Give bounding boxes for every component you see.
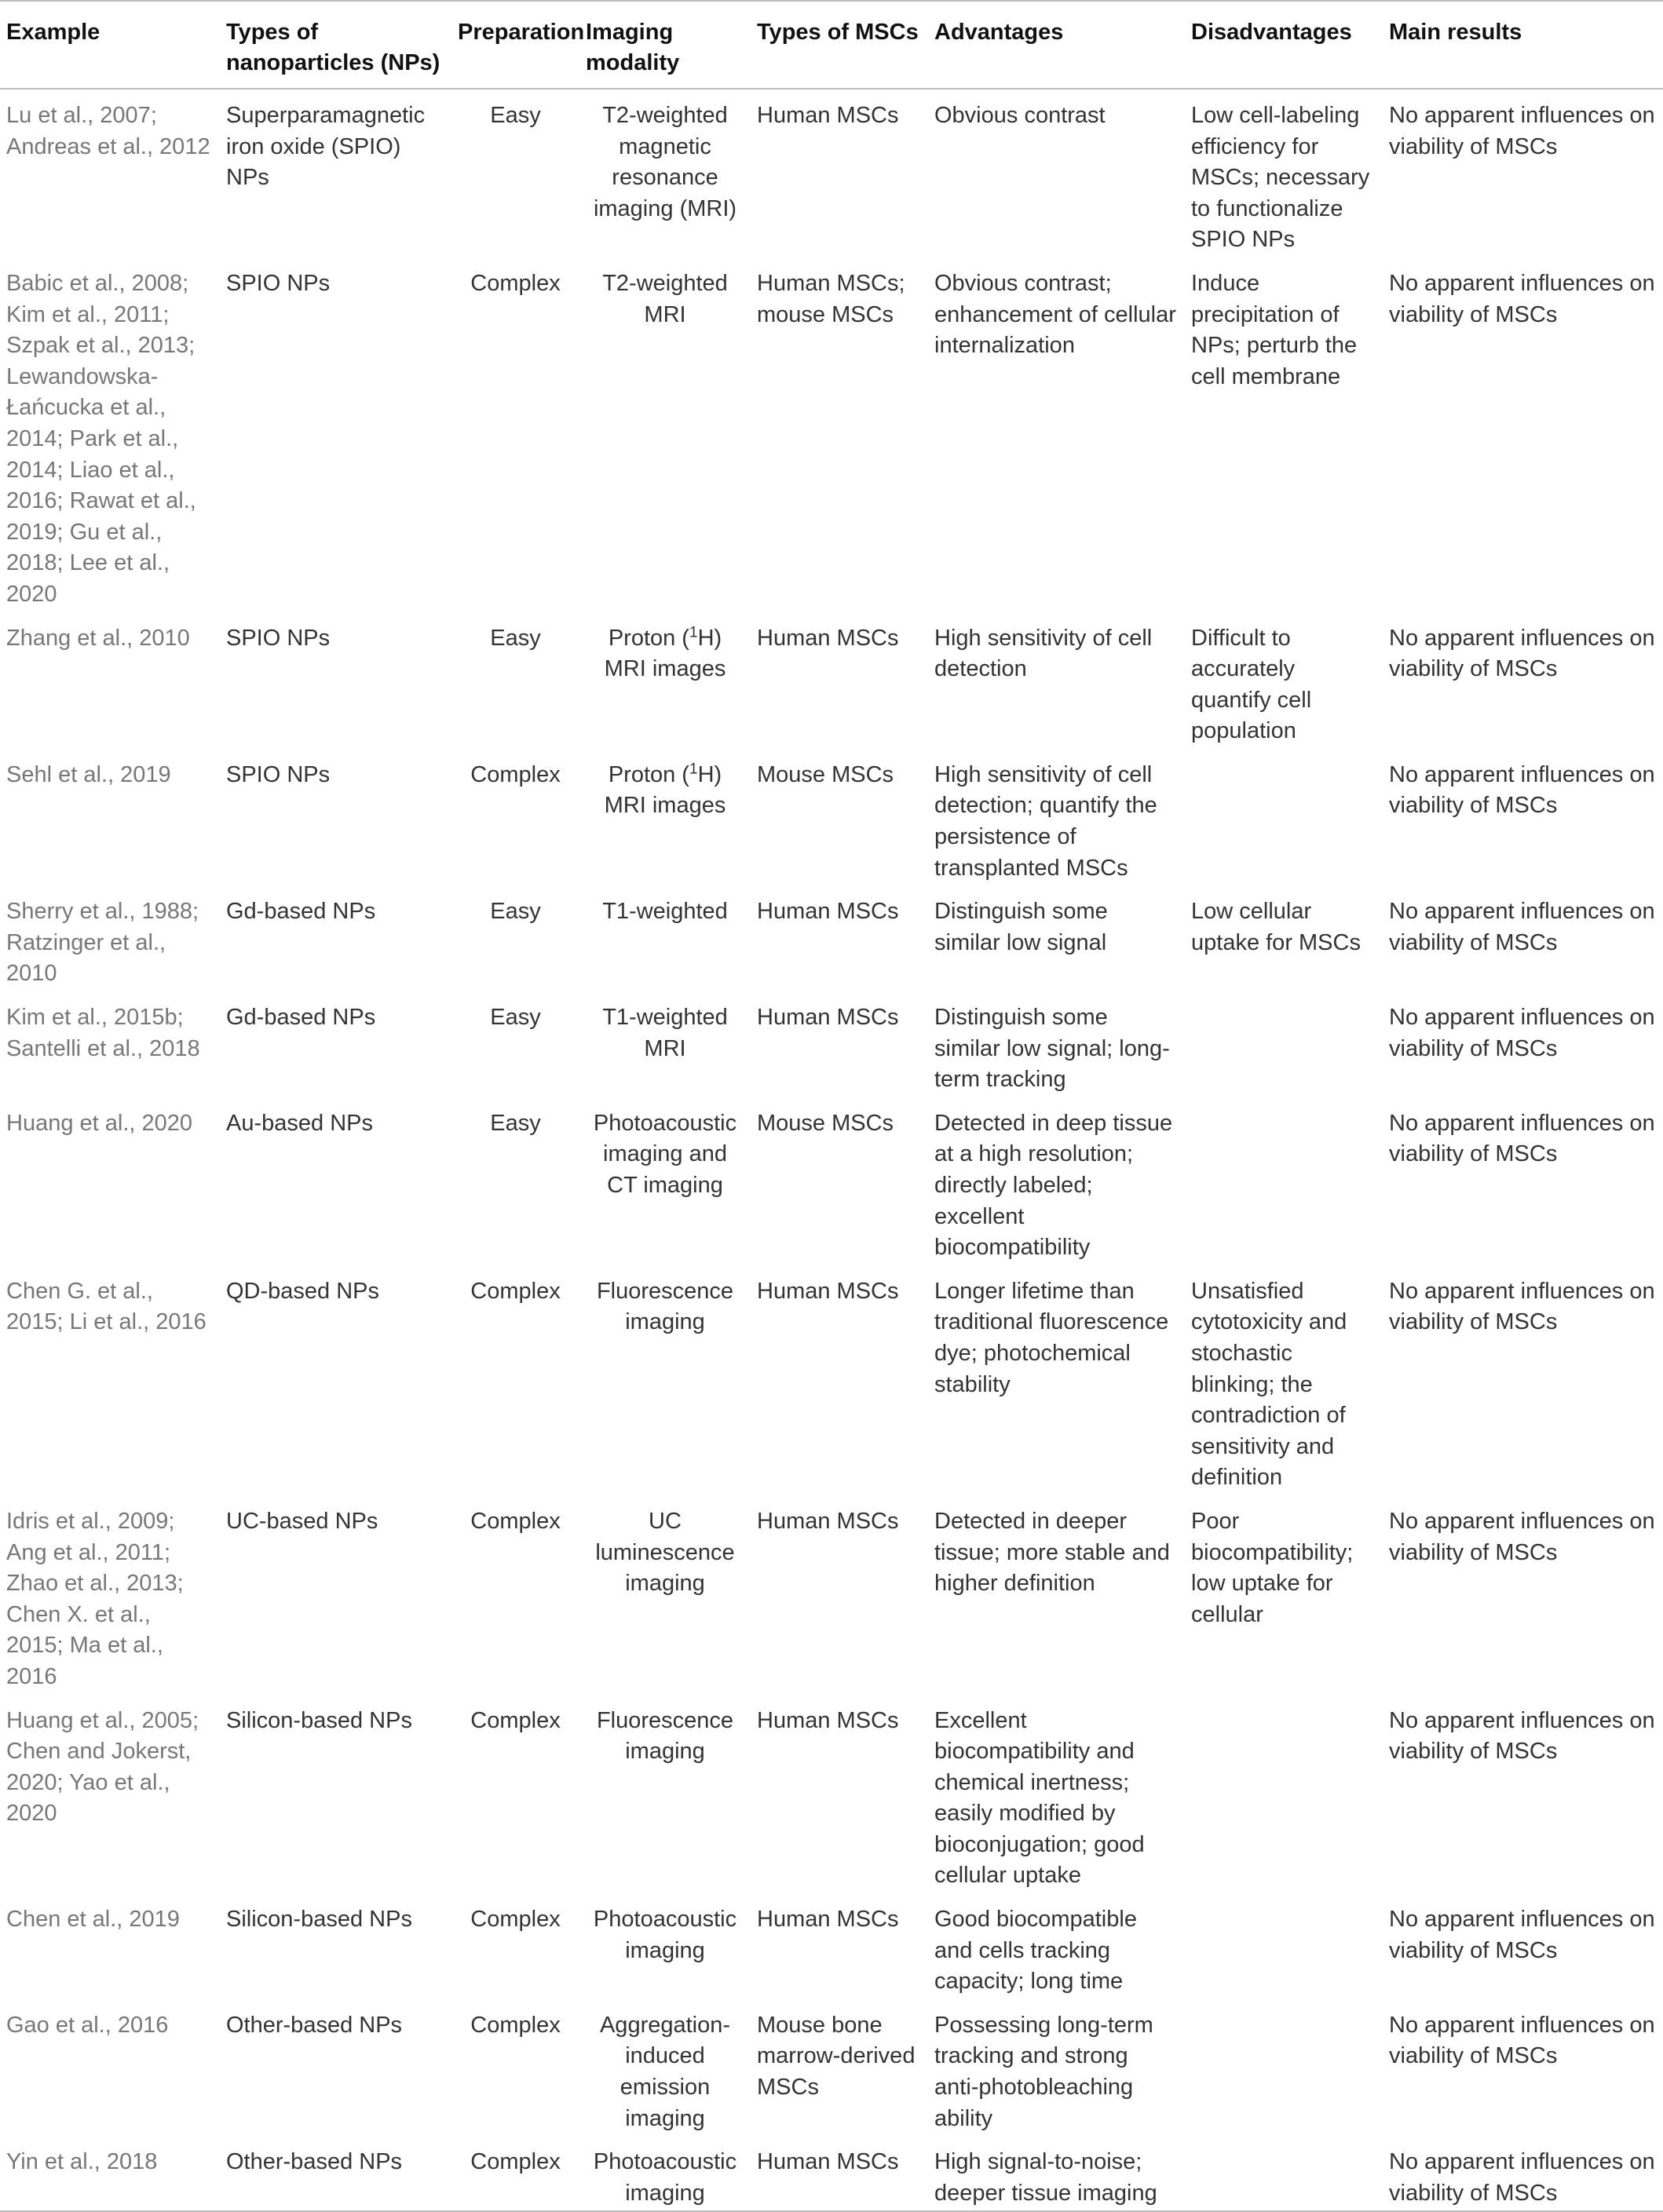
table-row xyxy=(0,89,1663,257)
table-row xyxy=(0,1999,1663,2136)
cell-results: No apparent influences on viability of MSCs xyxy=(1389,625,1655,682)
cell-mscs-type: Mouse MSCs xyxy=(757,1110,894,1136)
imaging-text-b: H) MRI images xyxy=(604,761,726,819)
cell-preparation: Easy xyxy=(490,899,541,925)
cell-imaging: Aggregation-induced emission imaging xyxy=(599,2012,731,2131)
cell-imaging: UC luminescence imaging xyxy=(595,1508,735,1597)
cell-preparation: Easy xyxy=(490,1110,541,1136)
table-row xyxy=(0,1495,1663,1695)
table-row xyxy=(0,1097,1663,1265)
cell-advantages: High signal-to-noise; deeper tissue imaging xyxy=(934,2149,1157,2206)
cell-results: No apparent influences on viability of MSCs xyxy=(1389,103,1655,159)
cell-preparation: Complex xyxy=(470,1278,561,1304)
cell-np-type: QD-based NPs xyxy=(226,1278,380,1304)
cell-advantages: Good biocompatible and cells tracking capacity; long time xyxy=(934,1907,1137,1995)
header-results: Main results xyxy=(1389,20,1522,45)
cell-results: No apparent influences on viability of MSCs xyxy=(1389,1508,1655,1565)
cell-advantages: High sensitivity of cell detection xyxy=(934,625,1153,682)
cell-imaging: Fluorescence imaging xyxy=(596,1278,734,1335)
cell-preparation: Complex xyxy=(470,2012,561,2038)
cell-preparation: Complex xyxy=(470,1508,561,1534)
cell-np-type: Other-based NPs xyxy=(226,2149,403,2175)
table-row xyxy=(0,1695,1663,1894)
cell-preparation: Complex xyxy=(470,2149,561,2175)
cell-disadvantages xyxy=(1185,1097,1383,1265)
cell-results: No apparent influences on viability of MSCs xyxy=(1389,1907,1655,1963)
header-types-mscs: Types of MSCs xyxy=(757,20,919,45)
cell-advantages: High sensitivity of cell detection; quantify the persistence of transplanted MSCs xyxy=(934,761,1157,881)
cell-imaging: T1-weighted xyxy=(602,899,728,925)
cell-preparation: Easy xyxy=(490,103,541,128)
cell-disadvantages xyxy=(1185,1893,1383,1999)
cell-imaging: T1-weighted MRI xyxy=(602,1005,728,1061)
imaging-superscript: 1 xyxy=(689,761,698,778)
cell-mscs-type: Human MSCs xyxy=(757,1278,899,1304)
cell-disadvantages: Low cell-labeling efficiency for MSCs; necessary to functionalize SPIO NPs xyxy=(1191,103,1370,253)
cell-np-type: Gd-based NPs xyxy=(226,899,376,925)
cell-example: Yin et al., 2018 xyxy=(6,2149,158,2175)
cell-np-type: Superparamagnetic iron oxide (SPIO) NPs xyxy=(226,103,426,191)
cell-example: Sherry et al., 1988; Ratzinger et al., 2010 xyxy=(6,899,199,987)
cell-preparation: Complex xyxy=(470,270,561,296)
cell-mscs-type: Human MSCs xyxy=(757,103,899,128)
header-example: Example xyxy=(6,20,101,45)
cell-mscs-type: Human MSCs xyxy=(757,1707,899,1733)
table-row xyxy=(0,885,1663,991)
cell-mscs-type: Mouse MSCs xyxy=(757,761,894,787)
cell-imaging xyxy=(579,612,751,749)
cell-np-type: SPIO NPs xyxy=(226,761,331,787)
table-row xyxy=(0,1893,1663,1999)
cell-mscs-type: Human MSCs xyxy=(757,1005,899,1031)
table-row xyxy=(0,1265,1663,1495)
cell-example: Huang et al., 2020 xyxy=(6,1110,193,1136)
imaging-superscript: 1 xyxy=(689,623,698,641)
cell-mscs-type: Human MSCs xyxy=(757,899,899,925)
cell-np-type: Gd-based NPs xyxy=(226,1005,376,1031)
cell-example: Lu et al., 2007; Andreas et al., 2012 xyxy=(6,103,210,159)
cell-example: Sehl et al., 2019 xyxy=(6,761,171,787)
cell-mscs-type: Human MSCs xyxy=(757,1508,899,1534)
cell-np-type: Silicon-based NPs xyxy=(226,1907,412,1933)
cell-disadvantages xyxy=(1185,749,1383,885)
cell-results: No apparent influences on viability of MSCs xyxy=(1389,1278,1655,1335)
table-row xyxy=(0,991,1663,1097)
cell-disadvantages xyxy=(1185,991,1383,1097)
cell-np-type: Other-based NPs xyxy=(226,2012,403,2038)
cell-example: Gao et al., 2016 xyxy=(6,2012,169,2038)
cell-preparation: Complex xyxy=(470,1907,561,1933)
cell-results: No apparent influences on viability of MSCs xyxy=(1389,2149,1655,2206)
cell-results: No apparent influences on viability of MSCs xyxy=(1389,2012,1655,2069)
cell-disadvantages: Difficult to accurately quantify cell population xyxy=(1191,625,1312,744)
cell-example: Chen et al., 2019 xyxy=(6,1907,180,1933)
cell-results: No apparent influences on viability of MSCs xyxy=(1389,1110,1655,1167)
cell-imaging: T2-weighted MRI xyxy=(602,270,728,327)
table-row xyxy=(0,749,1663,885)
cell-results: No apparent influences on viability of MSCs xyxy=(1389,270,1655,327)
cell-imaging: Photoacoustic imaging and CT imaging xyxy=(593,1110,737,1198)
cell-preparation: Complex xyxy=(470,761,561,787)
header-advantages: Advantages xyxy=(934,20,1064,45)
cell-disadvantages xyxy=(1185,1695,1383,1894)
cell-imaging: Photoacoustic imaging xyxy=(593,2149,737,2206)
table-row xyxy=(0,612,1663,749)
cell-advantages: Distinguish some similar low signal xyxy=(934,899,1108,955)
table-row xyxy=(0,257,1663,612)
cell-imaging: T2-weighted magnetic resonance imaging (MRI) xyxy=(593,103,737,221)
table-row xyxy=(0,2136,1663,2211)
cell-example: Idris et al., 2009; Ang et al., 2011; Zhao et al., 2013; Chen X. et al., 2015; Ma et al., 2016 xyxy=(6,1508,184,1689)
table-header-row xyxy=(0,1,1663,89)
cell-advantages: Longer lifetime than traditional fluorescence dye; photochemical stability xyxy=(934,1278,1169,1397)
imaging-text-a: Proton ( xyxy=(608,625,689,651)
cell-disadvantages: Induce precipitation of NPs; perturb the cell membrane xyxy=(1191,270,1358,389)
cell-disadvantages: Unsatisfied cytotoxicity and stochastic blinking; the contradiction of sensitivity and definition xyxy=(1191,1278,1347,1491)
header-preparation: Preparation xyxy=(458,20,585,45)
cell-example: Chen G. et al., 2015; Li et al., 2016 xyxy=(6,1278,207,1335)
cell-imaging: Photoacoustic imaging xyxy=(593,1907,737,1963)
cell-preparation: Easy xyxy=(490,1005,541,1031)
cell-imaging xyxy=(579,749,751,885)
cell-results: No apparent influences on viability of MSCs xyxy=(1389,1005,1655,1061)
cell-results: No apparent influences on viability of MSCs xyxy=(1389,1707,1655,1765)
cell-np-type: Au-based NPs xyxy=(226,1110,373,1136)
cell-advantages: Possessing long-term tracking and strong anti-photobleaching ability xyxy=(934,2012,1153,2131)
cell-disadvantages: Low cellular uptake for MSCs xyxy=(1191,899,1361,955)
cell-advantages: Obvious contrast; enhancement of cellular internalization xyxy=(934,270,1176,359)
cell-mscs-type: Human MSCs; mouse MSCs xyxy=(757,270,905,327)
cell-advantages: Detected in deeper tissue; more stable and higher definition xyxy=(934,1508,1170,1597)
cell-mscs-type: Human MSCs xyxy=(757,625,899,651)
cell-example: Huang et al., 2005; Chen and Jokerst, 2020; Yao et al., 2020 xyxy=(6,1707,199,1827)
cell-mscs-type: Human MSCs xyxy=(757,1907,899,1933)
cell-preparation: Easy xyxy=(490,625,541,651)
cell-preparation: Complex xyxy=(470,1707,561,1733)
cell-mscs-type: Human MSCs xyxy=(757,2149,899,2175)
cell-disadvantages: Poor biocompatibility; low uptake for cellular xyxy=(1191,1508,1354,1627)
header-imaging: Imaging modality xyxy=(586,20,680,75)
cell-example: Babic et al., 2008; Kim et al., 2011; Szpak et al., 2013; Lewandowska-Łańcucka et al., 2014; Park et al., 2014; Liao et al., 2016; Rawat et al., 2019; Gu et al., 2018; Lee et al., 2020 xyxy=(6,270,196,607)
cell-advantages: Excellent biocompatibility and chemical inertness; easily modified by bioconjugation; good cellular uptake xyxy=(934,1707,1145,1889)
cell-results: No apparent influences on viability of MSCs xyxy=(1389,899,1655,955)
cell-advantages: Distinguish some similar low signal; long-term tracking xyxy=(934,1005,1170,1093)
cell-np-type: UC-based NPs xyxy=(226,1508,378,1534)
cell-advantages: Obvious contrast xyxy=(934,103,1106,128)
cell-example: Kim et al., 2015b; Santelli et al., 2018 xyxy=(6,1005,200,1061)
cell-np-type: SPIO NPs xyxy=(226,270,331,296)
header-disadvantages: Disadvantages xyxy=(1191,20,1352,45)
cell-np-type: SPIO NPs xyxy=(226,625,331,651)
cell-mscs-type: Mouse bone marrow-derived MSCs xyxy=(757,2012,916,2101)
cell-results: No apparent influences on viability of MSCs xyxy=(1389,761,1655,819)
cell-advantages: Detected in deep tissue at a high resolution; directly labeled; excellent biocompatibility xyxy=(934,1110,1173,1261)
imaging-text-a: Proton ( xyxy=(608,761,689,787)
cell-disadvantages xyxy=(1185,1999,1383,2136)
cell-np-type: Silicon-based NPs xyxy=(226,1707,412,1733)
header-types-np: Types of nanoparticles (NPs) xyxy=(226,20,440,75)
cell-imaging: Fluorescence imaging xyxy=(596,1707,734,1765)
imaging-text-b: H) MRI images xyxy=(604,625,726,682)
cell-disadvantages xyxy=(1185,2136,1383,2211)
cell-example: Zhang et al., 2010 xyxy=(6,625,190,651)
